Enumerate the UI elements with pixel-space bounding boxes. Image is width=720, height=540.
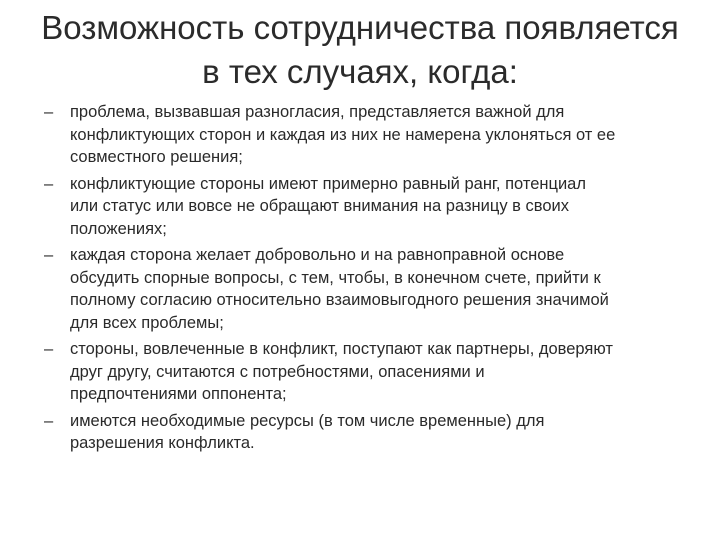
bullet-dash-icon: – [44,411,54,430]
bullet-item-2 [44,173,694,241]
bullet-dash-icon: – [44,340,54,358]
bullet-3-line-1: каждая сторона желает добровольно и на равноправной основе [70,246,565,264]
bullet-4-line-1: стороны, вовлеченные в конфликт, поступают как партнеры, доверяют [70,340,613,358]
bullet-2-line-2: или статус или вовсе не обращают внимания на разницу в своих [70,197,569,215]
bullet-2-line-3: положениях; [70,219,167,238]
bullet-4-line-2: друг другу, считаются с потребностями, опасениями и [70,362,485,381]
bullet-item-5 [44,410,694,455]
bullet-dash-icon: – [44,174,54,193]
bullet-3-line-3: полному согласию относительно взаимовыгодного решения значимой [70,291,609,309]
bullet-item-3 [44,244,694,334]
bullet-list [44,101,694,459]
bullet-5-line-2: разрешения конфликта. [70,434,255,452]
bullet-3-line-2: обсудить спорные вопросы, с тем, чтобы, в конечном счете, прийти к [70,268,601,287]
bullet-item-4 [44,338,694,406]
bullet-4-line-3: предпочтениями оппонента; [70,385,287,403]
bullet-dash-icon: – [44,103,54,121]
bullet-5-line-1: имеются необходимые ресурсы (в том числе временные) для [70,411,545,430]
bullet-item-1 [44,101,694,169]
bullet-3-line-4: для всех проблемы; [70,313,224,332]
bullet-dash-icon: – [44,246,54,264]
title-line-1: Возможность сотрудничества появляется [41,9,679,46]
slide-title [20,6,700,94]
bullet-2-line-1: конфликтующие стороны имеют примерно равный ранг, потенциал [70,174,586,193]
bullet-1-line-1: проблема, вызвавшая разногласия, представляется важной для [70,103,565,121]
bullet-1-line-2: конфликтующих сторон и каждая из них не намерена уклоняться от ее [70,125,616,144]
title-line-2: в тех случаях, когда: [202,53,518,90]
bullet-1-line-3: совместного решения; [70,148,243,166]
